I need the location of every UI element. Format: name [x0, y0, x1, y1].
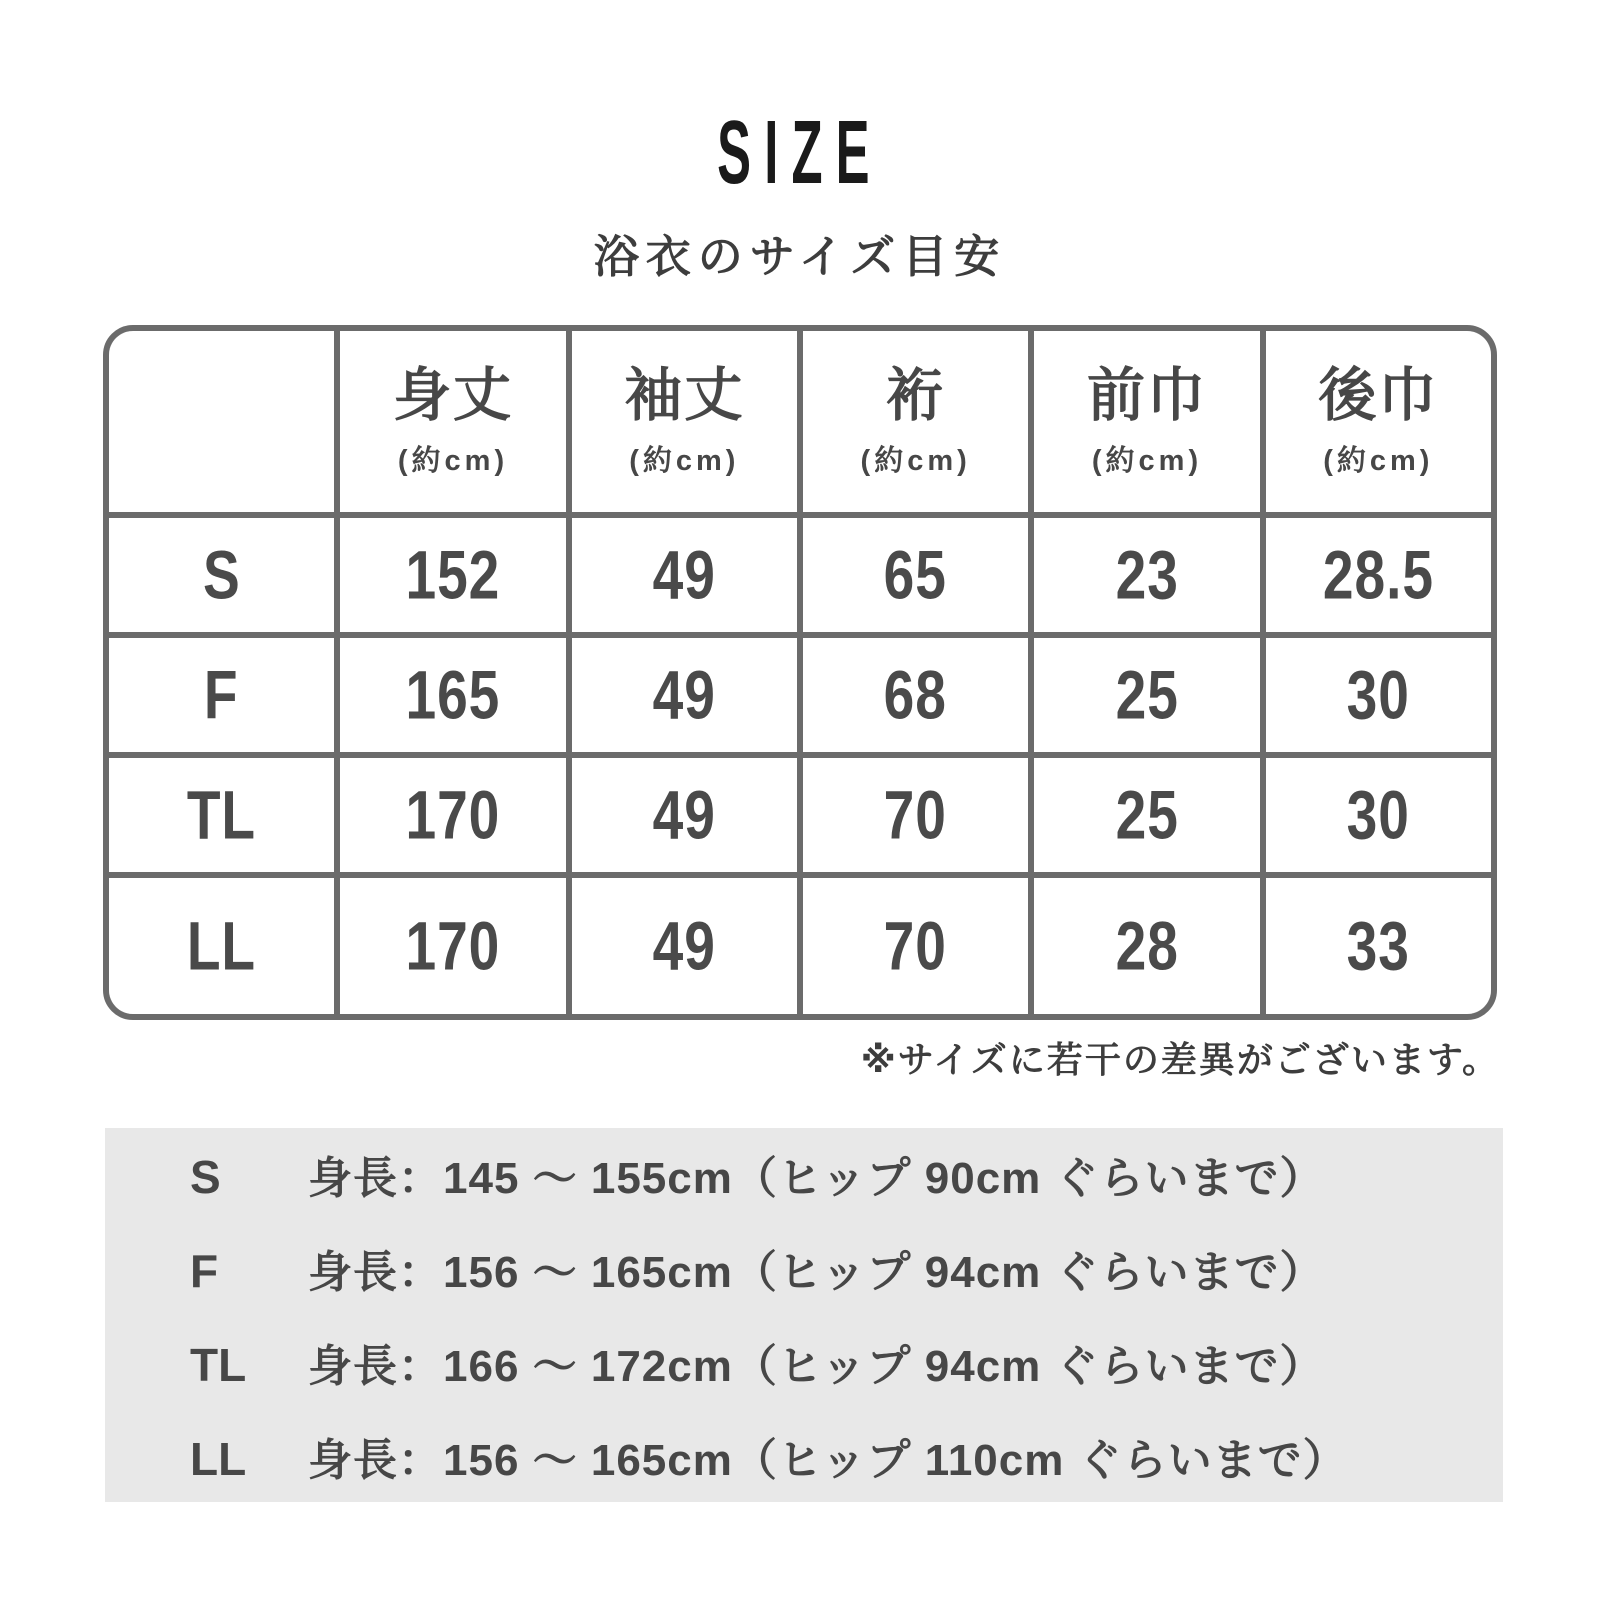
guide-line — [190, 1330, 1503, 1394]
column-header — [572, 331, 797, 512]
value-text: 68 — [884, 656, 948, 734]
size-note: ※サイズに若干の差異がございます。 — [860, 1039, 1500, 1080]
column-header-label: 前巾 — [1086, 363, 1207, 429]
value-cell — [1034, 758, 1259, 872]
value-text: 165 — [405, 656, 501, 734]
size-table-grid — [109, 331, 1491, 1014]
column-header-label: 後巾 — [1318, 363, 1439, 429]
value-cell — [1034, 878, 1259, 1014]
size-label-cell — [109, 758, 334, 872]
column-header-label: 袖丈 — [624, 363, 745, 429]
value-text: 49 — [652, 776, 716, 854]
guide-size-label: S — [190, 1151, 221, 1203]
value-text: 70 — [884, 907, 948, 985]
value-cell — [803, 518, 1028, 632]
guide-line — [190, 1424, 1503, 1488]
column-header-unit: (約cm) — [397, 444, 509, 477]
value-cell — [1034, 518, 1259, 632]
column-header-unit: (約cm) — [1323, 444, 1434, 477]
column-header-unit: (約cm) — [629, 444, 740, 477]
guide-line — [190, 1236, 1503, 1300]
value-cell — [803, 758, 1028, 872]
value-cell — [803, 878, 1028, 1014]
value-text: 23 — [1115, 536, 1179, 614]
value-text: 49 — [652, 907, 716, 985]
value-cell — [572, 758, 797, 872]
page-title-text: SIZE — [717, 103, 883, 204]
value-cell — [340, 638, 565, 752]
size-label-cell — [109, 878, 334, 1014]
size-label: LL — [187, 907, 257, 985]
column-header-label: 裄 — [885, 363, 946, 429]
size-label-cell — [109, 518, 334, 632]
guide-size-label: LL — [190, 1433, 247, 1485]
page-subtitle: 浴衣のサイズ目安 — [593, 231, 1007, 282]
guide-text: 身長：166 ～ 172cm（ヒップ 94cm ぐらいまで） — [308, 1342, 1325, 1391]
value-text: 25 — [1115, 656, 1179, 734]
column-header — [340, 331, 565, 512]
column-header-unit: (約cm) — [1091, 444, 1203, 477]
guide-size-label: TL — [190, 1339, 247, 1391]
value-cell — [1266, 758, 1491, 872]
value-cell — [803, 638, 1028, 752]
size-label: S — [202, 536, 241, 614]
value-text: 70 — [884, 776, 948, 854]
guide-text: 身長：156 ～ 165cm（ヒップ 110cm ぐらいまで） — [308, 1436, 1348, 1485]
column-header-unit: (約cm) — [860, 444, 971, 477]
guide-line — [190, 1142, 1503, 1206]
table-corner-cell — [109, 331, 334, 512]
value-text: 49 — [652, 656, 716, 734]
column-header-label: 身丈 — [392, 363, 513, 429]
value-text: 170 — [405, 776, 501, 854]
value-text: 170 — [405, 907, 501, 985]
guide-size-label: F — [190, 1245, 219, 1297]
value-cell — [1266, 878, 1491, 1014]
size-label-cell — [109, 638, 334, 752]
column-header — [1266, 331, 1491, 512]
guide-text: 身長：156 ～ 165cm（ヒップ 94cm ぐらいまで） — [308, 1248, 1325, 1297]
value-text: 152 — [405, 536, 501, 614]
value-cell — [1266, 518, 1491, 632]
value-text: 30 — [1346, 656, 1410, 734]
value-cell — [340, 878, 565, 1014]
value-text: 65 — [884, 536, 948, 614]
value-text: 28 — [1115, 907, 1179, 985]
value-cell — [572, 638, 797, 752]
value-cell — [1266, 638, 1491, 752]
height-guide-panel — [105, 1128, 1503, 1502]
size-label: TL — [187, 776, 257, 854]
value-text: 25 — [1115, 776, 1179, 854]
size-table — [103, 325, 1497, 1020]
guide-text: 身長：145 ～ 155cm（ヒップ 90cm ぐらいまで） — [308, 1154, 1325, 1203]
value-cell — [1034, 638, 1259, 752]
value-text: 49 — [652, 536, 716, 614]
value-cell — [572, 878, 797, 1014]
size-label: F — [204, 656, 239, 734]
value-cell — [340, 758, 565, 872]
value-cell — [340, 518, 565, 632]
column-header — [803, 331, 1028, 512]
value-text: 30 — [1346, 776, 1410, 854]
column-header — [1034, 331, 1259, 512]
page-title — [0, 102, 1600, 204]
value-text: 33 — [1346, 907, 1410, 985]
value-text: 28.5 — [1322, 536, 1434, 614]
value-cell — [572, 518, 797, 632]
